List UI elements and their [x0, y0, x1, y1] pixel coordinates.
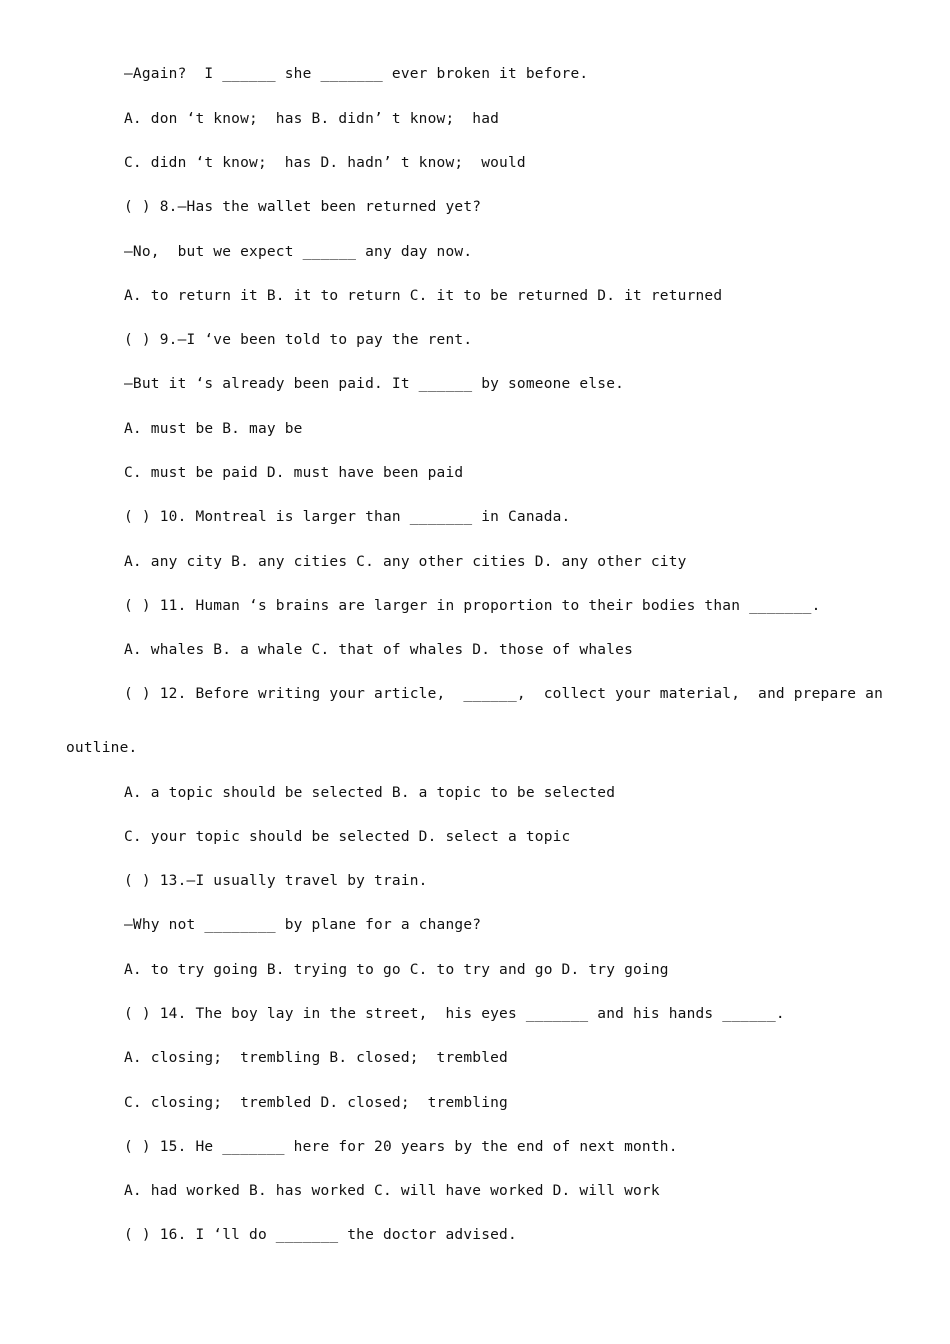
q9-dialogue-reply: —But it ‘s already been paid. It ______ by someone else. [124, 376, 625, 392]
q15-question: ( ) 15. He _______ here for 20 years by the end of next month. [124, 1139, 678, 1155]
q15-options: A. had worked B. has worked C. will have worked D. will work [124, 1183, 660, 1199]
q11-options: A. whales B. a whale C. that of whales D. those of whales [124, 642, 633, 658]
q14-question: ( ) 14. The boy lay in the street, his eyes _______ and his hands ______. [124, 1006, 785, 1022]
q7-options-cd: C. didn ‘t know; has D. hadn’ t know; would [124, 155, 526, 171]
q10-options: A. any city B. any cities C. any other cities D. any other city [124, 554, 687, 570]
q11-question: ( ) 11. Human ‘s brains are larger in proportion to their bodies than _______. [124, 598, 821, 614]
q16-question: ( ) 16. I ‘ll do _______ the doctor advised. [124, 1227, 517, 1243]
q7-dialogue-reply: —Again? I ______ she _______ ever broken it before. [124, 66, 589, 82]
q12-question: ( ) 12. Before writing your article, ______, collect your material, and prepare an [124, 686, 884, 702]
q13-question: ( ) 13.—I usually travel by train. [124, 873, 428, 889]
q9-options-ab: A. must be B. may be [124, 421, 303, 437]
q9-options-cd: C. must be paid D. must have been paid [124, 465, 464, 481]
q8-dialogue-reply: —No, but we expect ______ any day now. [124, 244, 473, 260]
q14-options-cd: C. closing; trembled D. closed; trembling [124, 1095, 508, 1111]
q14-options-ab: A. closing; trembling B. closed; trembled [124, 1050, 508, 1066]
q7-options-ab: A. don ‘t know; has B. didn’ t know; had [124, 111, 500, 127]
q12-question-continuation: outline. [66, 740, 138, 756]
q10-question: ( ) 10. Montreal is larger than _______ in Canada. [124, 509, 571, 525]
q8-question: ( ) 8.—Has the wallet been returned yet? [124, 199, 482, 215]
q12-options-ab: A. a topic should be selected B. a topic to be selected [124, 785, 616, 801]
q8-options: A. to return it B. it to return C. it to be returned D. it returned [124, 288, 723, 304]
q13-options: A. to try going B. trying to go C. to try and go D. try going [124, 962, 669, 978]
q9-question: ( ) 9.—I ‘ve been told to pay the rent. [124, 332, 473, 348]
q13-dialogue-reply: —Why not ________ by plane for a change? [124, 917, 482, 933]
q12-options-cd: C. your topic should be selected D. select a topic [124, 829, 571, 845]
